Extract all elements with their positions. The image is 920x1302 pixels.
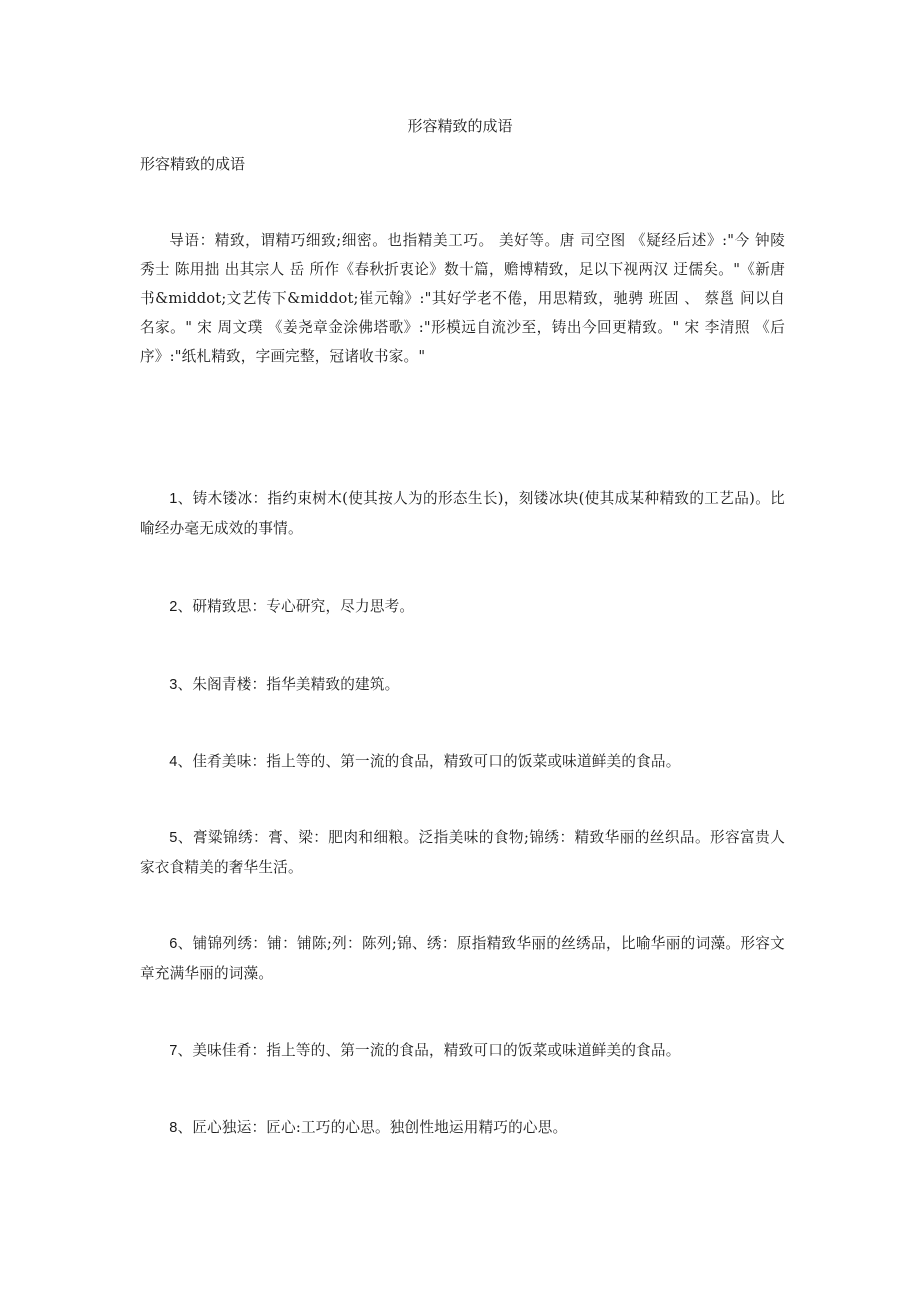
idiom-item-7 [140, 1036, 785, 1066]
idiom-text: 佳肴美味：指上等的、第一流的食品，精致可口的饭菜或味道鲜美的食品。 [192, 753, 681, 770]
intro-paragraph: 导语：精致，谓精巧细致;细密。也指精美工巧。 美好等。唐 司空图 《疑经后述》:"今 钟陵 秀士 陈用拙 出其宗人 岳 所作《春秋折衷论》数十篇，赡博精致，足以下视两汉 迂儒矣。"《新唐书&middot;文艺传下&middot;崔元翰》:"其好学老不倦，用思精致，驰骋 班固 、 蔡邕 间以自名家。" 宋 周文璞 《姜尧章金涂佛塔歌》:"形模远自流沙至，铸出今回更精致。" 宋 李清照 《后序》:"纸札精致，字画完整，冠诸收书家。" [140, 232, 785, 365]
idiom-number: 6、 [169, 936, 193, 952]
idiom-item-4 [140, 747, 785, 777]
idiom-item-1 [140, 484, 785, 543]
idiom-text: 铺锦列绣：铺：铺陈;列：陈列;锦、绣：原指精致华丽的丝绣品，比喻华丽的词藻。形容文章充满华丽的词藻。 [140, 935, 785, 982]
idiom-text: 铸木镂冰：指约束树木(使其按人为的形态生长)，刻镂冰块(使其成某种精致的工艺品)。比喻经办毫无成效的事情。 [140, 490, 785, 537]
idiom-number: 8、 [169, 1120, 193, 1136]
idiom-item-8 [140, 1113, 785, 1143]
document-subtitle: 形容精致的成语 [140, 155, 246, 173]
idiom-number: 2、 [169, 599, 193, 615]
idiom-text: 美味佳肴：指上等的、第一流的食品，精致可口的饭菜或味道鲜美的食品。 [192, 1042, 681, 1059]
idiom-number: 1、 [169, 491, 193, 507]
idiom-item-6 [140, 929, 785, 988]
idiom-number: 4、 [169, 754, 193, 770]
idiom-item-2 [140, 592, 785, 622]
idiom-number: 7、 [169, 1043, 193, 1059]
idiom-text: 匠心独运：匠心:工巧的心思。独创性地运用精巧的心思。 [192, 1119, 568, 1136]
idiom-item-5 [140, 823, 785, 882]
idiom-item-3 [140, 670, 785, 700]
idiom-text: 研精致思：专心研究，尽力思考。 [192, 598, 415, 615]
idiom-number: 3、 [169, 677, 193, 693]
idiom-text: 膏粱锦绣：膏、梁：肥肉和细粮。泛指美味的食物;锦绣：精致华丽的丝织品。形容富贵人家衣食精美的奢华生活。 [140, 829, 785, 876]
idiom-number: 5、 [169, 830, 193, 846]
document-title: 形容精致的成语 [407, 117, 513, 135]
idiom-text: 朱阁青楼：指华美精致的建筑。 [192, 676, 400, 693]
